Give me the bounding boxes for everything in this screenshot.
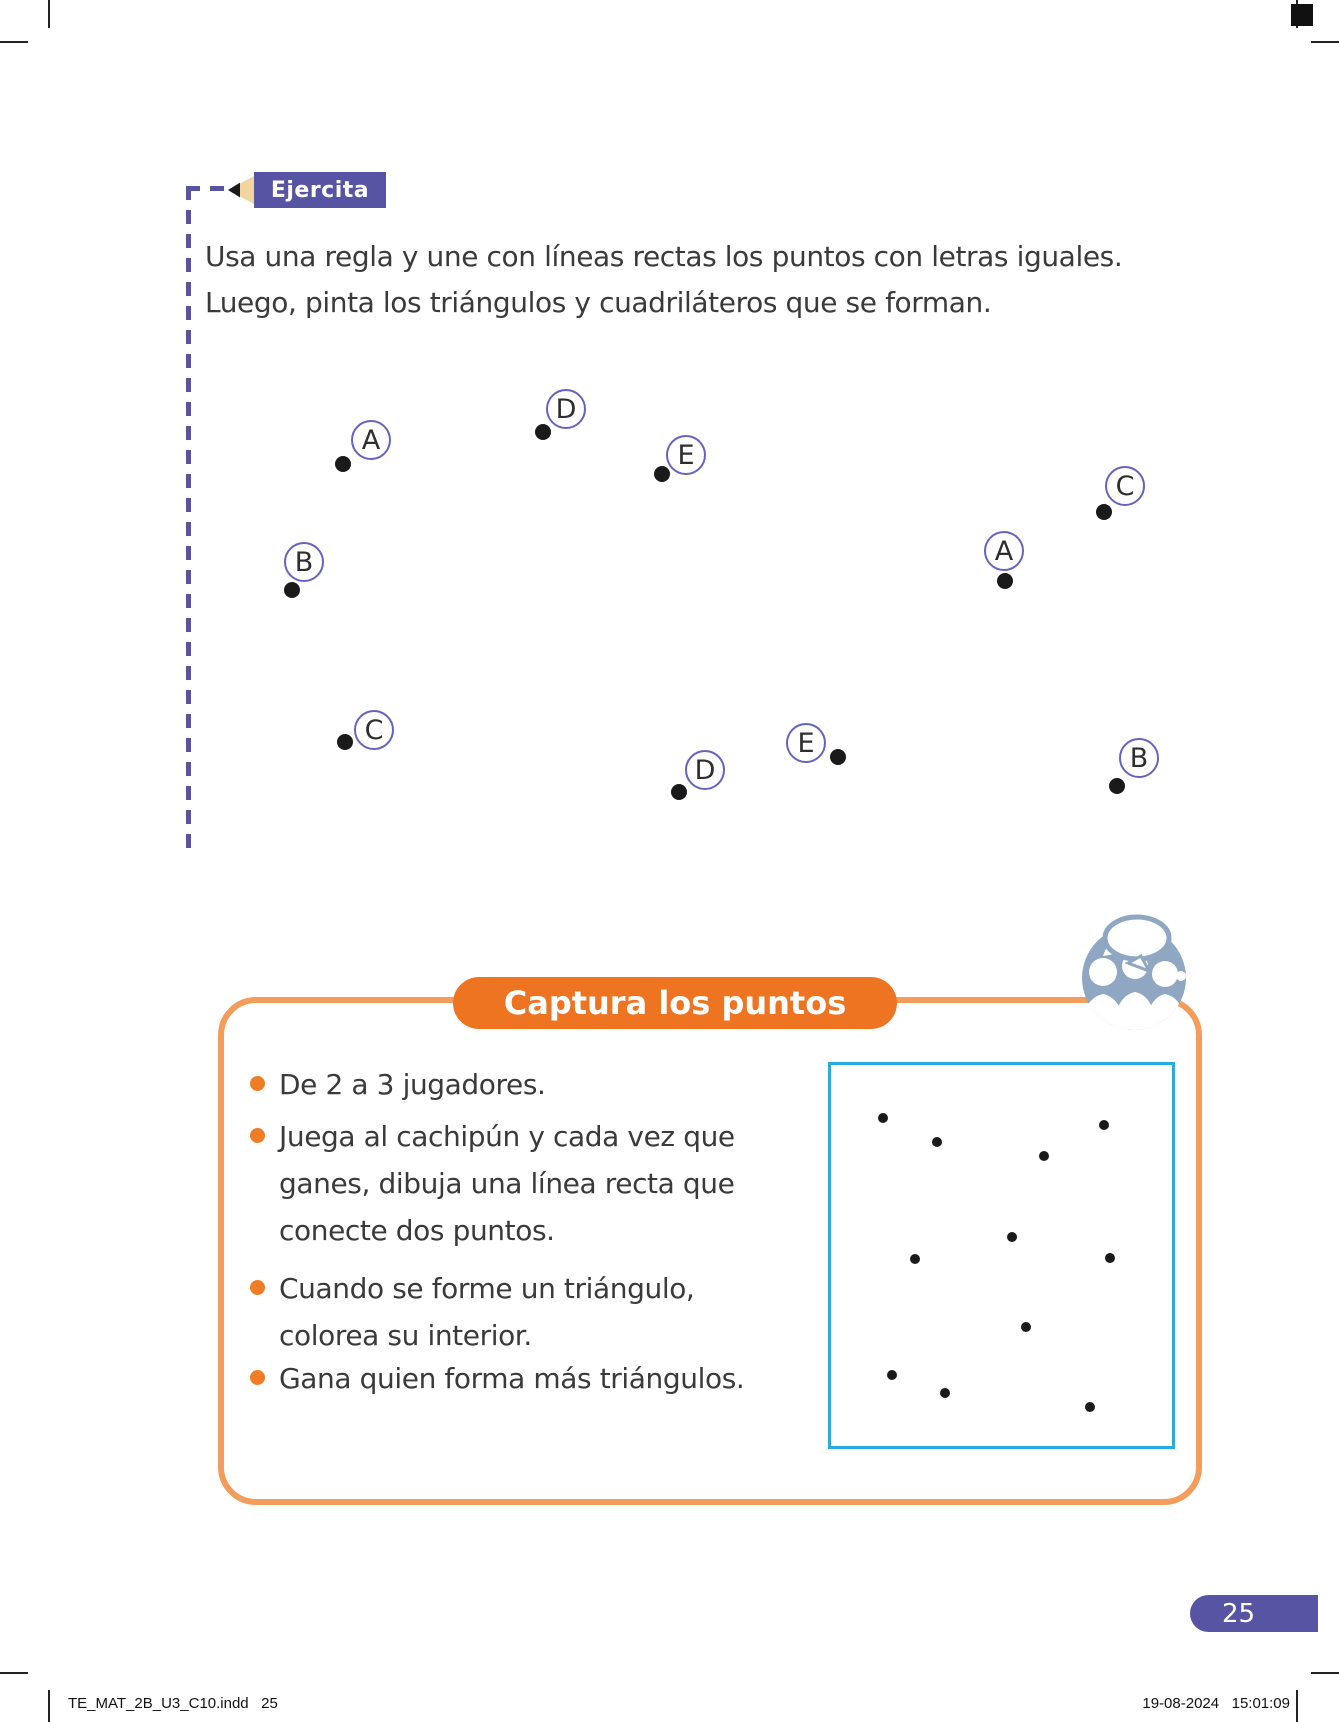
point-dot <box>997 573 1013 589</box>
point-label: A <box>351 420 391 460</box>
board-dot <box>940 1388 950 1398</box>
section-badge-label: Ejercita <box>270 177 370 203</box>
rule-item <box>250 1265 779 1359</box>
rule-text: Juega al cachipún y cada vez que ganes, dibuja una línea recta que conecte dos puntos. <box>279 1120 735 1247</box>
crop-mark-bottom-left-v <box>48 1690 50 1722</box>
board-dot <box>887 1370 897 1380</box>
crop-mark-bottom-right-h <box>1311 1672 1339 1674</box>
board-dot <box>1039 1151 1049 1161</box>
point-label: D <box>685 750 725 790</box>
point-dot <box>1109 778 1125 794</box>
board-dot <box>910 1254 920 1264</box>
rule-item <box>250 1113 779 1254</box>
crop-mark-bottom-right-v <box>1296 1690 1298 1722</box>
game-board <box>828 1062 1175 1449</box>
board-dot <box>1007 1232 1017 1242</box>
point-dot <box>337 734 353 750</box>
bullet-icon <box>250 1370 265 1385</box>
bullet-icon <box>250 1128 265 1143</box>
point-dot <box>1096 504 1112 520</box>
rule-item <box>250 1355 779 1402</box>
point-label: C <box>1105 466 1145 506</box>
board-dot <box>1099 1120 1109 1130</box>
people-talking-icon <box>1073 912 1197 1036</box>
rule-item <box>250 1061 779 1108</box>
board-dot <box>1021 1322 1031 1332</box>
activity-title <box>453 977 897 1029</box>
bullet-icon <box>250 1076 265 1091</box>
point-label: D <box>546 389 586 429</box>
bullet-icon <box>250 1280 265 1295</box>
point-dot <box>284 582 300 598</box>
board-dot <box>1105 1253 1115 1263</box>
crop-mark-bottom-left-h <box>0 1672 28 1674</box>
point-label: C <box>354 710 394 750</box>
point-dot <box>535 424 551 440</box>
point-dot <box>654 466 670 482</box>
point-label: E <box>666 435 706 475</box>
point-label: A <box>984 531 1024 571</box>
point-label: B <box>284 542 324 582</box>
point-label: E <box>786 723 826 763</box>
instruction-line-2: Luego, pinta los triángulos y cuadriláteros que se forman. <box>205 286 992 319</box>
point-dot <box>671 784 687 800</box>
page-number: 25 <box>1222 1598 1256 1629</box>
activity-title-label: Captura los puntos <box>503 984 847 1022</box>
board-dot <box>932 1137 942 1147</box>
point-dot <box>335 456 351 472</box>
rule-text: Gana quien forma más triángulos. <box>279 1362 745 1395</box>
footer-filename: TE_MAT_2B_U3_C10.indd 25 <box>68 1695 278 1712</box>
page-number-badge <box>1190 1595 1318 1632</box>
point-label: B <box>1119 738 1159 778</box>
rule-text: De 2 a 3 jugadores. <box>279 1068 546 1101</box>
board-dot <box>878 1113 888 1123</box>
instruction-line-1: Usa una regla y une con líneas rectas los puntos con letras iguales. <box>205 240 1123 273</box>
rule-text: Cuando se forme un triángulo, colorea su interior. <box>279 1272 695 1352</box>
board-dot <box>1085 1402 1095 1412</box>
point-dot <box>830 749 846 765</box>
footer-timestamp: 19-08-2024 15:01:09 <box>1142 1695 1290 1712</box>
